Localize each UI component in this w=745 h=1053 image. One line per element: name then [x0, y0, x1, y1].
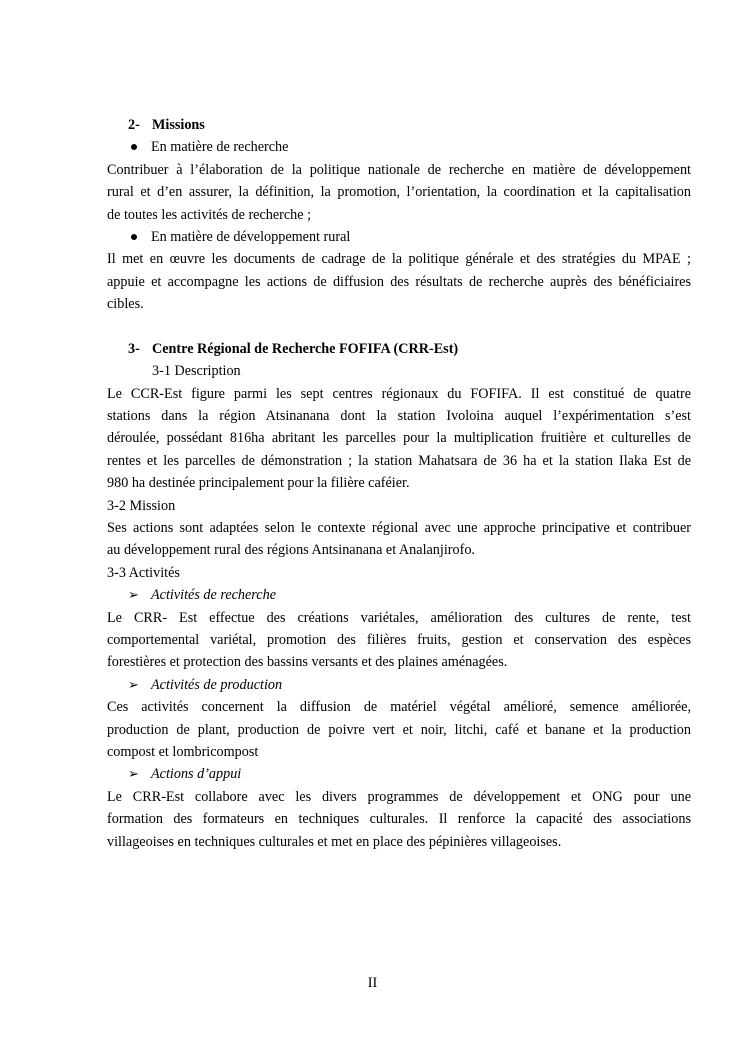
- page-number: II: [367, 975, 378, 991]
- paragraph-line: comportemental variétal, promotion des filières fruits, gestion et conservation des espèces: [107, 631, 691, 648]
- subsection-heading-mission: 3-2 Mission: [107, 497, 176, 514]
- paragraph-line: Le CRR- Est effectue des créations variétales, amélioration des cultures de rente, test: [107, 609, 691, 626]
- section-title: Centre Régional de Recherche FOFIFA (CRR-Est): [152, 340, 459, 357]
- paragraph-line: de toutes les activités de recherche ;: [107, 206, 312, 223]
- paragraph-line: appuie et accompagne les actions de diffusion des résultats de recherche auprès des bénéficiaires: [107, 273, 691, 290]
- paragraph-line: formation des formateurs en techniques culturales. Il renforce la capacité des associations: [107, 811, 691, 828]
- paragraph-line: rural et d’en assurer, la définition, la promotion, l’orientation, la coordination et la capitalisation: [107, 184, 691, 201]
- subsection-heading-activites: 3-3 Activités: [107, 564, 180, 581]
- paragraph-line: stations dans la région Atsinanana dont la station Ivoloina auquel l’expérimentation s’est: [107, 408, 691, 425]
- arrow-bullet-icon: ➢: [128, 587, 139, 603]
- paragraph-line: Contribuer à l’élaboration de la politique nationale de recherche en matière de développement: [107, 161, 691, 178]
- paragraph-line: rentes et les parcelles de démonstration ; la station Mahatsara de 36 ha et la station Ilaka Est de: [107, 452, 691, 469]
- paragraph-line: 980 ha destinée principalement pour la filière caféier.: [107, 475, 410, 492]
- arrow-item-appui: [107, 763, 691, 785]
- arrow-item-title: Activités de production: [151, 676, 283, 693]
- section-number: 3-: [128, 340, 140, 357]
- bullet-text: En matière de développement rural: [151, 228, 351, 245]
- bullet-dot-icon: [128, 136, 151, 158]
- paragraph-line: villageoises en techniques culturales et met en place des pépinières villageoises.: [107, 833, 562, 850]
- section-heading-missions: [107, 114, 691, 136]
- paragraph-line: au développement rural des régions Antsinanana et Analanjirofo.: [107, 542, 475, 559]
- paragraph-line: compost et lombricompost: [107, 743, 259, 760]
- subsection-heading-description: 3-1 Description: [152, 363, 241, 380]
- bullet-dot-icon: [128, 226, 151, 248]
- paragraph-line: forestières et protection des bassins versants et des plaines aménagées.: [107, 654, 508, 671]
- paragraph-line: Il met en œuvre les documents de cadrage de la politique générale et des stratégies du MPAE ;: [107, 251, 691, 268]
- bullet-text: En matière de recherche: [151, 139, 289, 156]
- section-title: Missions: [152, 117, 205, 133]
- page-body: [107, 114, 691, 853]
- paragraph-line: cibles.: [107, 296, 144, 313]
- paragraph-line: Le CRR-Est collabore avec les divers programmes de développement et ONG pour une: [107, 788, 691, 805]
- arrow-item-title: Activités de recherche: [151, 587, 276, 604]
- arrow-item-production: [107, 674, 691, 696]
- bullet-item-recherche: [107, 136, 691, 158]
- arrow-bullet-icon: ➢: [128, 676, 139, 692]
- arrow-bullet-icon: ➢: [128, 766, 139, 782]
- paragraph-line: Le CCR-Est figure parmi les sept centres régionaux du FOFIFA. Il est constitué de quatre: [107, 385, 691, 402]
- section-heading-crr-est: [107, 338, 691, 360]
- bullet-item-developpement: [107, 226, 691, 248]
- paragraph-line: déroulée, possédant 816ha abritant les parcelles pour la multiplication fruitière et culturelles de: [107, 430, 691, 447]
- paragraph-line: production de plant, production de poivre vert et noir, litchi, café et banane et la production: [107, 721, 691, 738]
- paragraph-line: Ses actions sont adaptées selon le contexte régional avec une approche principative et contribuer: [107, 520, 691, 537]
- arrow-item-title: Actions d’appui: [151, 766, 242, 783]
- paragraph-line: Ces activités concernent la diffusion de matériel végétal amélioré, semence améliorée,: [107, 699, 691, 716]
- section-number: 2-: [128, 117, 140, 133]
- arrow-item-recherche: [107, 584, 691, 606]
- spacer: [107, 316, 691, 338]
